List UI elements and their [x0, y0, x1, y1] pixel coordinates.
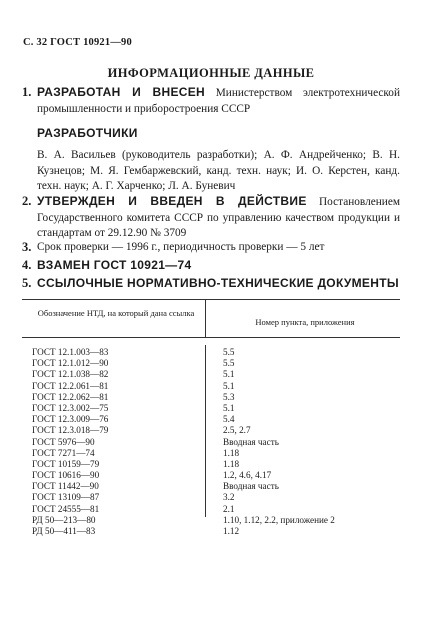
item-3-text: Срок проверки — 1996 г., периодичность проверки — 5 лет — [37, 241, 325, 253]
item-1-lead: РАЗРАБОТАН И ВНЕСЕН — [37, 85, 206, 99]
developers-list: В. А. Васильев (руководитель разработки); А. Ф. Андрейченко; В. Н. Кузнецов; М. Я. Гембаржевский, канд. техн. наук; И. О. Керстен, канд. техн. наук; А. Г. Харченко; Л. А. Буневич — [37, 149, 400, 192]
page-header: С. 32 ГОСТ 10921—90 — [23, 37, 132, 48]
table-row-ref: 5.1 — [223, 369, 235, 380]
item-3 — [22, 240, 400, 256]
table-row-doc: ГОСТ 12.1.003—83 — [32, 347, 109, 357]
column-header-document: Обозначение НТД, на который дана ссылка — [37, 308, 195, 318]
table-row-ref: 1.18 — [223, 458, 240, 469]
table-row-doc: ГОСТ 12.3.009—76 — [32, 414, 109, 425]
table-row-doc: ГОСТ 7271—74 — [32, 447, 95, 458]
table-row-doc: ГОСТ 11442—90 — [32, 481, 99, 492]
table-row-ref: Вводная часть — [223, 436, 279, 447]
table-row-ref: 1.10, 1.12, 2.2, приложение 2 — [223, 514, 335, 525]
table-row-ref: 5.5 — [223, 347, 235, 357]
table-row-ref: 5.1 — [223, 402, 235, 413]
table-row-doc: ГОСТ 10159—79 — [32, 458, 100, 469]
item-4 — [22, 258, 400, 275]
table-row-doc: ГОСТ 12.2.061—81 — [32, 380, 109, 391]
document-title: ИНФОРМАЦИОННЫЕ ДАННЫЕ — [107, 66, 315, 80]
table-row-ref: 5.5 — [223, 358, 235, 369]
table-row-ref: 3.2 — [223, 492, 235, 503]
item-3-number: 3. — [22, 240, 32, 254]
table-row-doc: ГОСТ 12.3.018—79 — [32, 425, 109, 436]
reference-table — [22, 299, 400, 536]
table-row-doc: ГОСТ 12.1.038—82 — [32, 369, 109, 380]
table-header-divider — [205, 299, 206, 337]
item-2-text: Постановлением Государственного комитета СССР по управлению качеством продукции и стандартам от 29.12.90 № 3709 — [37, 196, 400, 239]
table-row-ref: Вводная часть — [223, 481, 279, 492]
table-row-ref: 1.12 — [223, 526, 240, 536]
item-1-number: 1. — [22, 85, 32, 99]
item-1-text: Министерством электротехнической промышленности и приборостроения СССР — [37, 87, 401, 115]
item-4-number: 4. — [22, 258, 32, 272]
table-row-doc: ГОСТ 5976—90 — [32, 436, 95, 447]
item-1 — [22, 85, 400, 117]
item-4-lead: ВЗАМЕН ГОСТ 10921—74 — [37, 258, 192, 272]
table-top-rule — [22, 299, 400, 300]
item-5-number: 5. — [22, 276, 32, 290]
table-row-doc: РД 50—213—80 — [32, 514, 96, 525]
item-5 — [22, 276, 400, 293]
table-row-ref: 5.1 — [223, 380, 235, 391]
item-2 — [22, 194, 400, 242]
table-row-doc: ГОСТ 13109—87 — [32, 492, 100, 503]
table-row-ref: 5.4 — [223, 414, 235, 425]
item-2-number: 2. — [22, 194, 32, 208]
table-row-ref: 2.1 — [223, 503, 235, 514]
column-documents — [32, 347, 108, 537]
table-row-ref: 2.5, 2.7 — [223, 425, 251, 436]
table-body-divider — [205, 345, 206, 517]
table-row-doc: ГОСТ 24555—81 — [32, 503, 100, 514]
table-row-doc: ГОСТ 12.1.012—90 — [32, 358, 109, 369]
table-row-doc: ГОСТ 10616—90 — [32, 470, 100, 481]
table-row-doc: ГОСТ 12.2.062—81 — [32, 391, 109, 402]
table-row-doc: РД 50—411—83 — [32, 526, 96, 536]
column-clauses — [223, 347, 335, 537]
table-row-ref: 5.3 — [223, 391, 235, 402]
item-5-lead: ССЫЛОЧНЫЕ НОРМАТИВНО-ТЕХНИЧЕСКИЕ ДОКУМЕНТЫ — [37, 276, 399, 290]
column-header-clause: Номер пункта, приложения — [255, 317, 355, 327]
table-row-ref: 1.2, 4.6, 4.17 — [223, 470, 272, 481]
table-row-doc: ГОСТ 12.3.002—75 — [32, 402, 109, 413]
table-header-rule — [22, 337, 400, 338]
table-row-ref: 1.18 — [223, 447, 240, 458]
item-2-lead: УТВЕРЖДЕН И ВВЕДЕН В ДЕЙСТВИЕ — [37, 194, 307, 208]
developers-heading: РАЗРАБОТЧИКИ — [37, 126, 138, 140]
